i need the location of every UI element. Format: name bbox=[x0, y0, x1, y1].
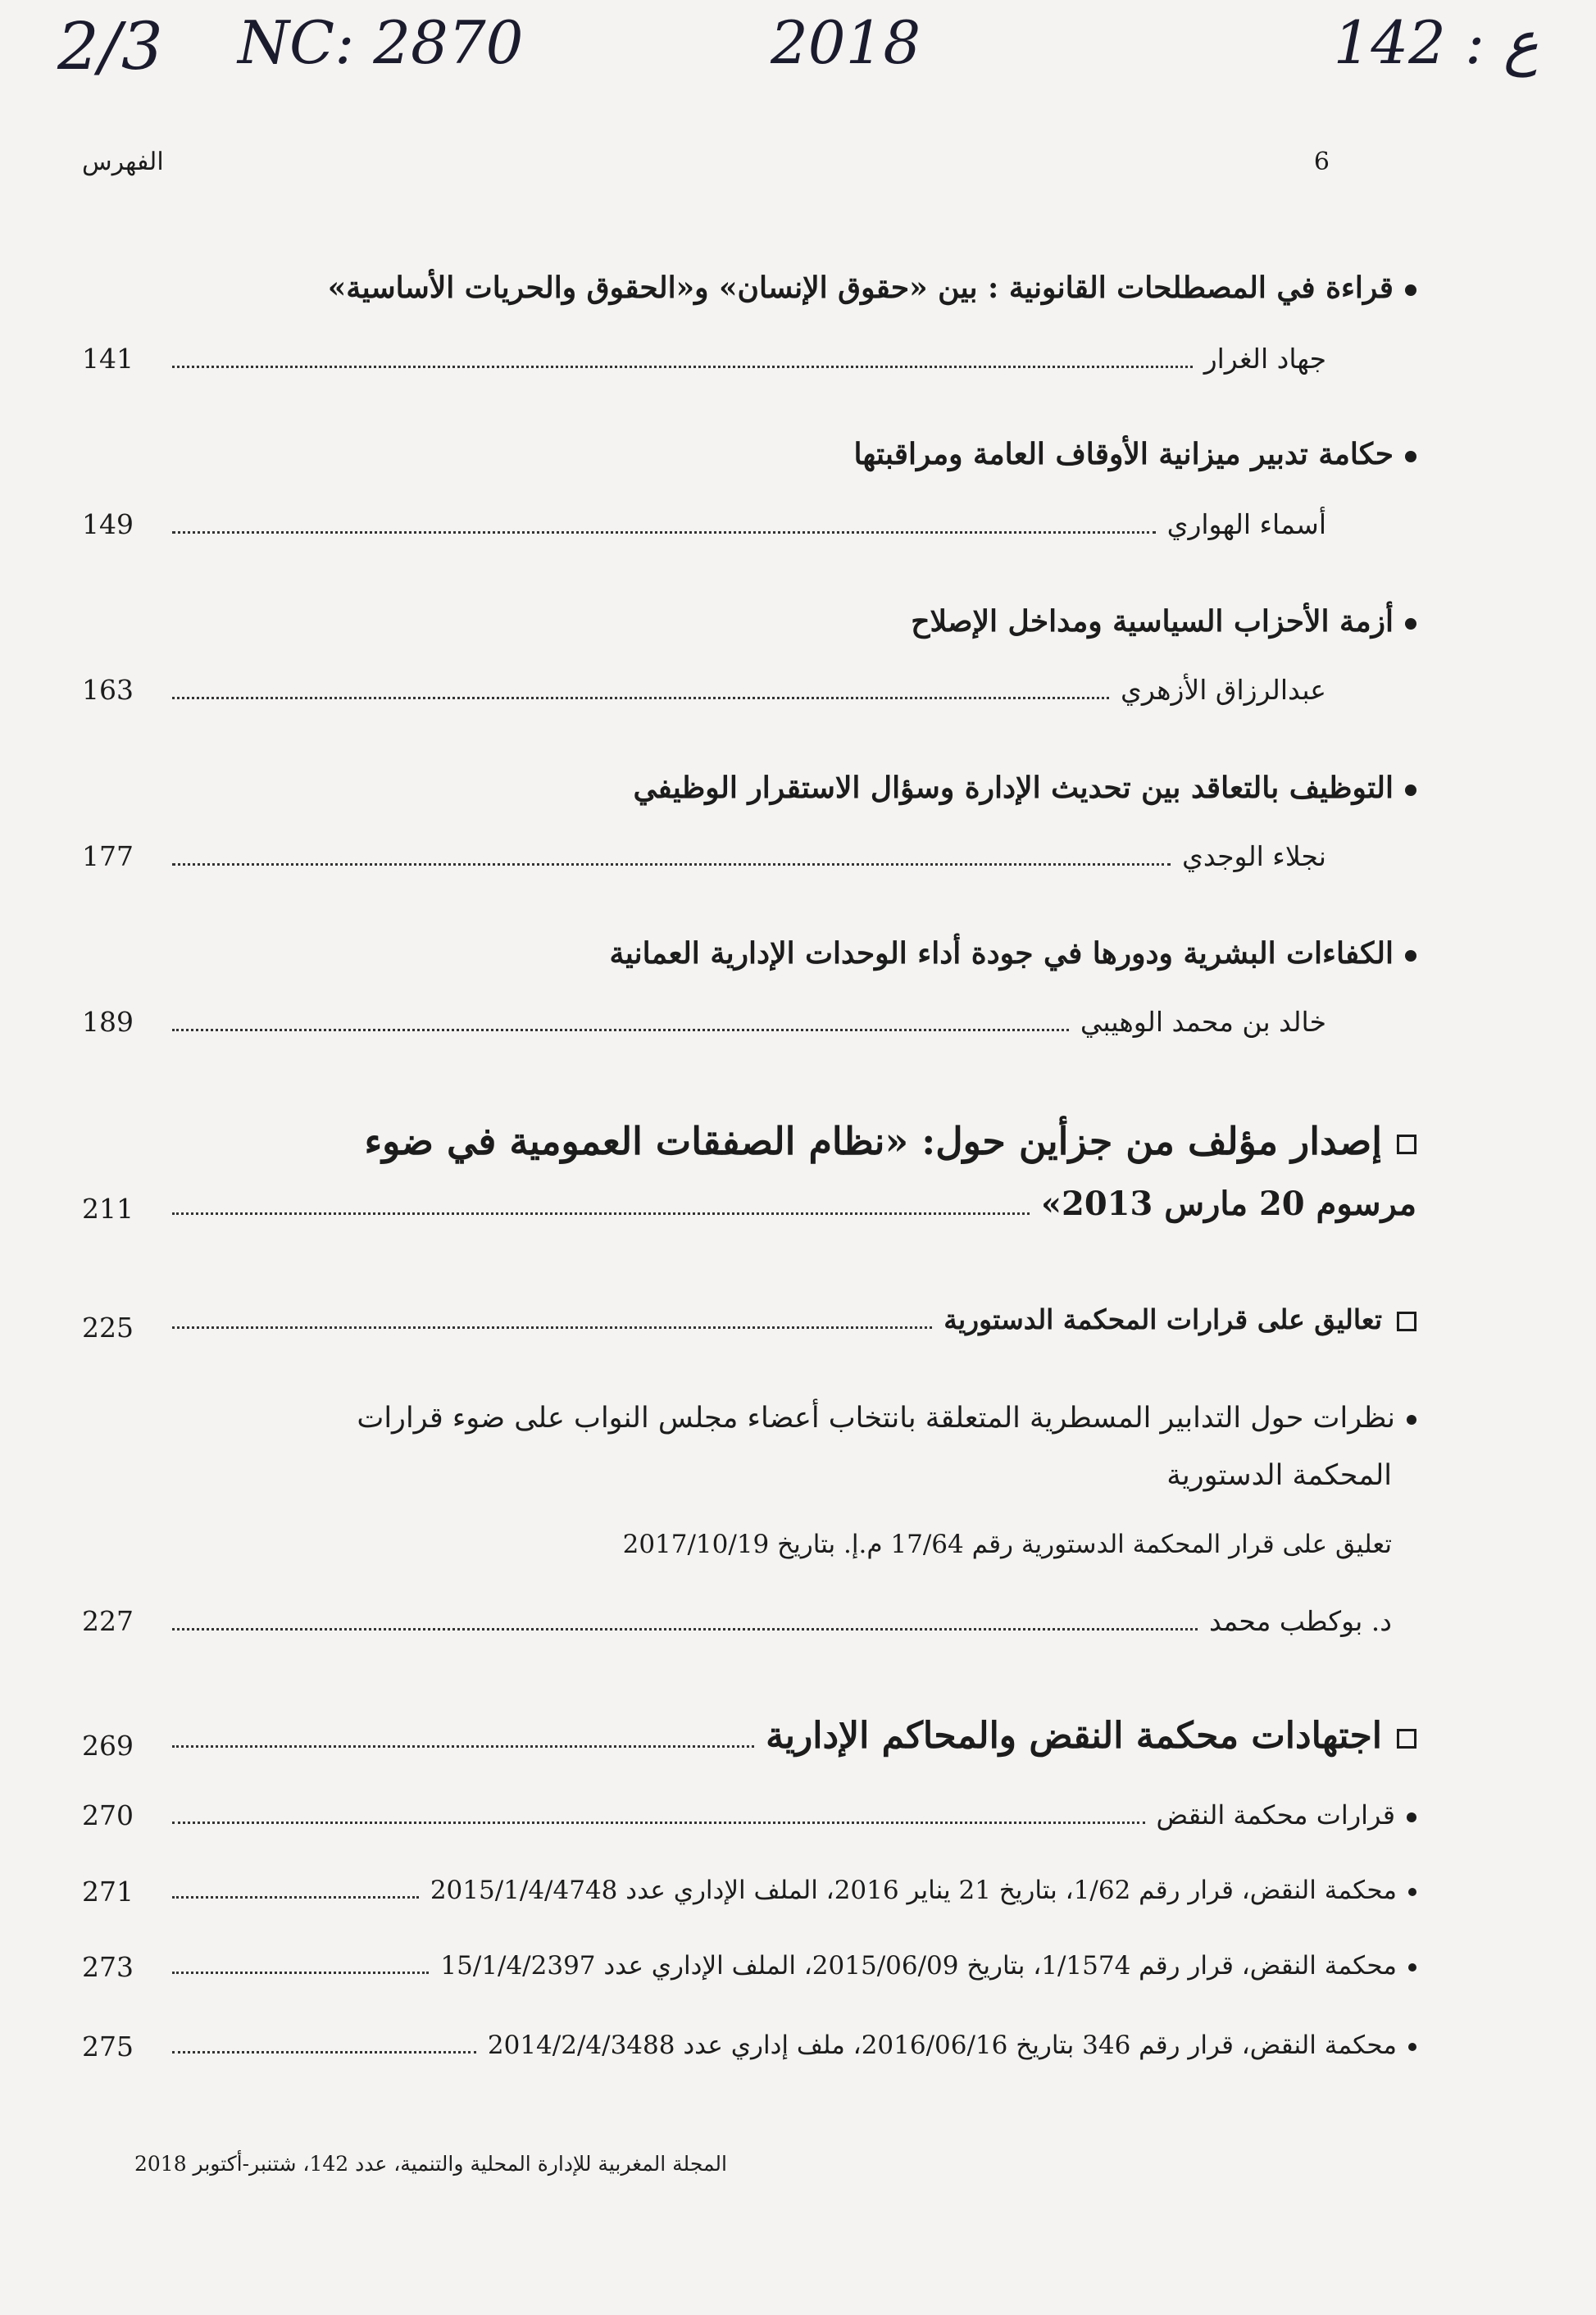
dot-leader bbox=[172, 697, 1109, 699]
article-author: أسماء الهواري bbox=[1166, 508, 1326, 540]
dot-leader bbox=[172, 863, 1171, 866]
article-author-line[interactable] bbox=[82, 508, 1416, 540]
decision-item[interactable]: محكمة النقض، قرار رقم 346 بتاريخ 2016/06/16، ملف إداري عدد 2014/2/4/3488 275 bbox=[82, 2031, 1416, 2060]
article-title[interactable]: حكامة تدبير ميزانية الأوقاف العامة ومراقبتها bbox=[82, 437, 1416, 471]
dot-leader bbox=[172, 1628, 1198, 1631]
page-ref: 189 bbox=[82, 1006, 134, 1038]
handwritten-annotation bbox=[49, 8, 1547, 107]
article-author-line[interactable] bbox=[82, 674, 1416, 706]
dot-leader bbox=[172, 1822, 1145, 1824]
article-author: جهاد الغرار bbox=[1203, 343, 1326, 375]
bullet-icon bbox=[1407, 1812, 1416, 1822]
subsection-cassation[interactable]: قرارات محكمة النقض 270 bbox=[82, 1799, 1416, 1831]
publication-line-2[interactable]: مرسوم 20 مارس 2013» 211 bbox=[82, 1185, 1416, 1225]
square-bullet-icon bbox=[1397, 1312, 1416, 1331]
dot-leader bbox=[172, 366, 1193, 368]
page-ref: 273 bbox=[82, 1951, 134, 1983]
page-ref: 141 bbox=[82, 343, 134, 375]
article-author: نجلاء الوجدي bbox=[1181, 840, 1326, 872]
bullet-icon bbox=[1405, 284, 1416, 296]
page-ref: 225 bbox=[82, 1312, 134, 1344]
section-heading-publication[interactable]: إصدار مؤلف من جزأين حول: «نظام الصفقات العمومية في ضوء bbox=[82, 1119, 1416, 1163]
article-author-line[interactable] bbox=[82, 1006, 1416, 1038]
section-heading-jurisprudence[interactable]: اجتهادات محكمة النقض والمحاكم الإدارية 269 bbox=[82, 1715, 1416, 1757]
page-ref: 270 bbox=[82, 1799, 134, 1831]
bullet-icon bbox=[1408, 1888, 1416, 1896]
handwritten-year: 2018 bbox=[771, 8, 921, 77]
bullet-icon bbox=[1405, 618, 1416, 630]
dot-leader bbox=[172, 1972, 429, 1974]
square-bullet-icon bbox=[1397, 1135, 1416, 1154]
bullet-icon bbox=[1408, 1963, 1416, 1972]
dot-leader bbox=[172, 1745, 754, 1748]
handwritten-code: NC: 2870 bbox=[238, 8, 524, 77]
handwritten-issue: ع : 142 bbox=[1333, 8, 1539, 77]
dot-leader bbox=[172, 2051, 476, 2053]
handwritten-fraction: 2/3 bbox=[57, 8, 163, 84]
bullet-icon bbox=[1405, 950, 1416, 962]
article-author: خالد بن محمد الوهيبي bbox=[1080, 1006, 1326, 1038]
square-bullet-icon bbox=[1397, 1729, 1416, 1749]
article-title[interactable]: قراءة في المصطلحات القانونية : بين «حقوق الإنسان» و«الحقوق والحريات الأساسية» bbox=[82, 271, 1416, 305]
bullet-icon bbox=[1407, 1415, 1416, 1425]
article-author-line[interactable] bbox=[82, 343, 1416, 375]
article-author-line[interactable] bbox=[82, 840, 1416, 872]
page-ref: 211 bbox=[82, 1193, 134, 1225]
article-title[interactable]: التوظيف بالتعاقد بين تحديث الإدارة وسؤال الاستقرار الوظيفي bbox=[82, 771, 1416, 805]
dot-leader bbox=[172, 1029, 1069, 1031]
article-author: عبدالرزاق الأزهري bbox=[1121, 674, 1326, 706]
article-title[interactable]: الكفاءات البشرية ودورها في جودة أداء الوحدات الإدارية العمانية bbox=[82, 936, 1416, 971]
page-ref: 271 bbox=[82, 1876, 134, 1908]
constitutional-author-line[interactable] bbox=[82, 1605, 1416, 1637]
page-ref: 163 bbox=[82, 674, 134, 706]
dot-leader bbox=[172, 1896, 419, 1899]
section-title: الفهرس bbox=[82, 148, 164, 176]
constitutional-item-line2: المحكمة الدستورية bbox=[1166, 1459, 1392, 1492]
bullet-icon bbox=[1405, 451, 1416, 462]
dot-leader bbox=[172, 531, 1156, 534]
page-ref: 269 bbox=[82, 1730, 134, 1762]
article-title[interactable]: أزمة الأحزاب السياسية ومداخل الإصلاح bbox=[82, 604, 1416, 639]
page-ref: 227 bbox=[82, 1605, 134, 1637]
page-ref: 149 bbox=[82, 508, 134, 540]
page-ref: 177 bbox=[82, 840, 134, 872]
constitutional-comment: تعليق على قرار المحكمة الدستورية رقم 17/64 م.إ. بتاريخ 2017/10/19 bbox=[622, 1530, 1392, 1559]
dot-leader bbox=[172, 1326, 932, 1329]
running-header bbox=[82, 148, 1514, 189]
page-number: 6 bbox=[1313, 148, 1330, 176]
dot-leader bbox=[172, 1212, 1030, 1215]
page-ref: 275 bbox=[82, 2031, 134, 2063]
decision-item[interactable]: محكمة النقض، قرار رقم 1/1574، بتاريخ 2015/06/09، الملف الإداري عدد 15/1/4/2397 273 bbox=[82, 1951, 1416, 1981]
section-heading-constitutional[interactable]: تعاليق على قرارات المحكمة الدستورية 225 bbox=[82, 1303, 1416, 1335]
bullet-icon bbox=[1405, 785, 1416, 796]
constitutional-item[interactable]: نظرات حول التدابير المسطرية المتعلقة بانتخاب أعضاء مجلس النواب على ضوء قرارات bbox=[82, 1402, 1416, 1435]
bullet-icon bbox=[1408, 2043, 1416, 2051]
article-author: د. بوكطب محمد bbox=[1209, 1605, 1392, 1637]
page-footer: المجلة المغربية للإدارة المحلية والتنمية، عدد 142، شتنبر-أكتوبر 2018 bbox=[134, 2152, 727, 2176]
decision-item[interactable]: محكمة النقض، قرار رقم 1/62، بتاريخ 21 يناير 2016، الملف الإداري عدد 2015/1/4/4748 271 bbox=[82, 1876, 1416, 1905]
